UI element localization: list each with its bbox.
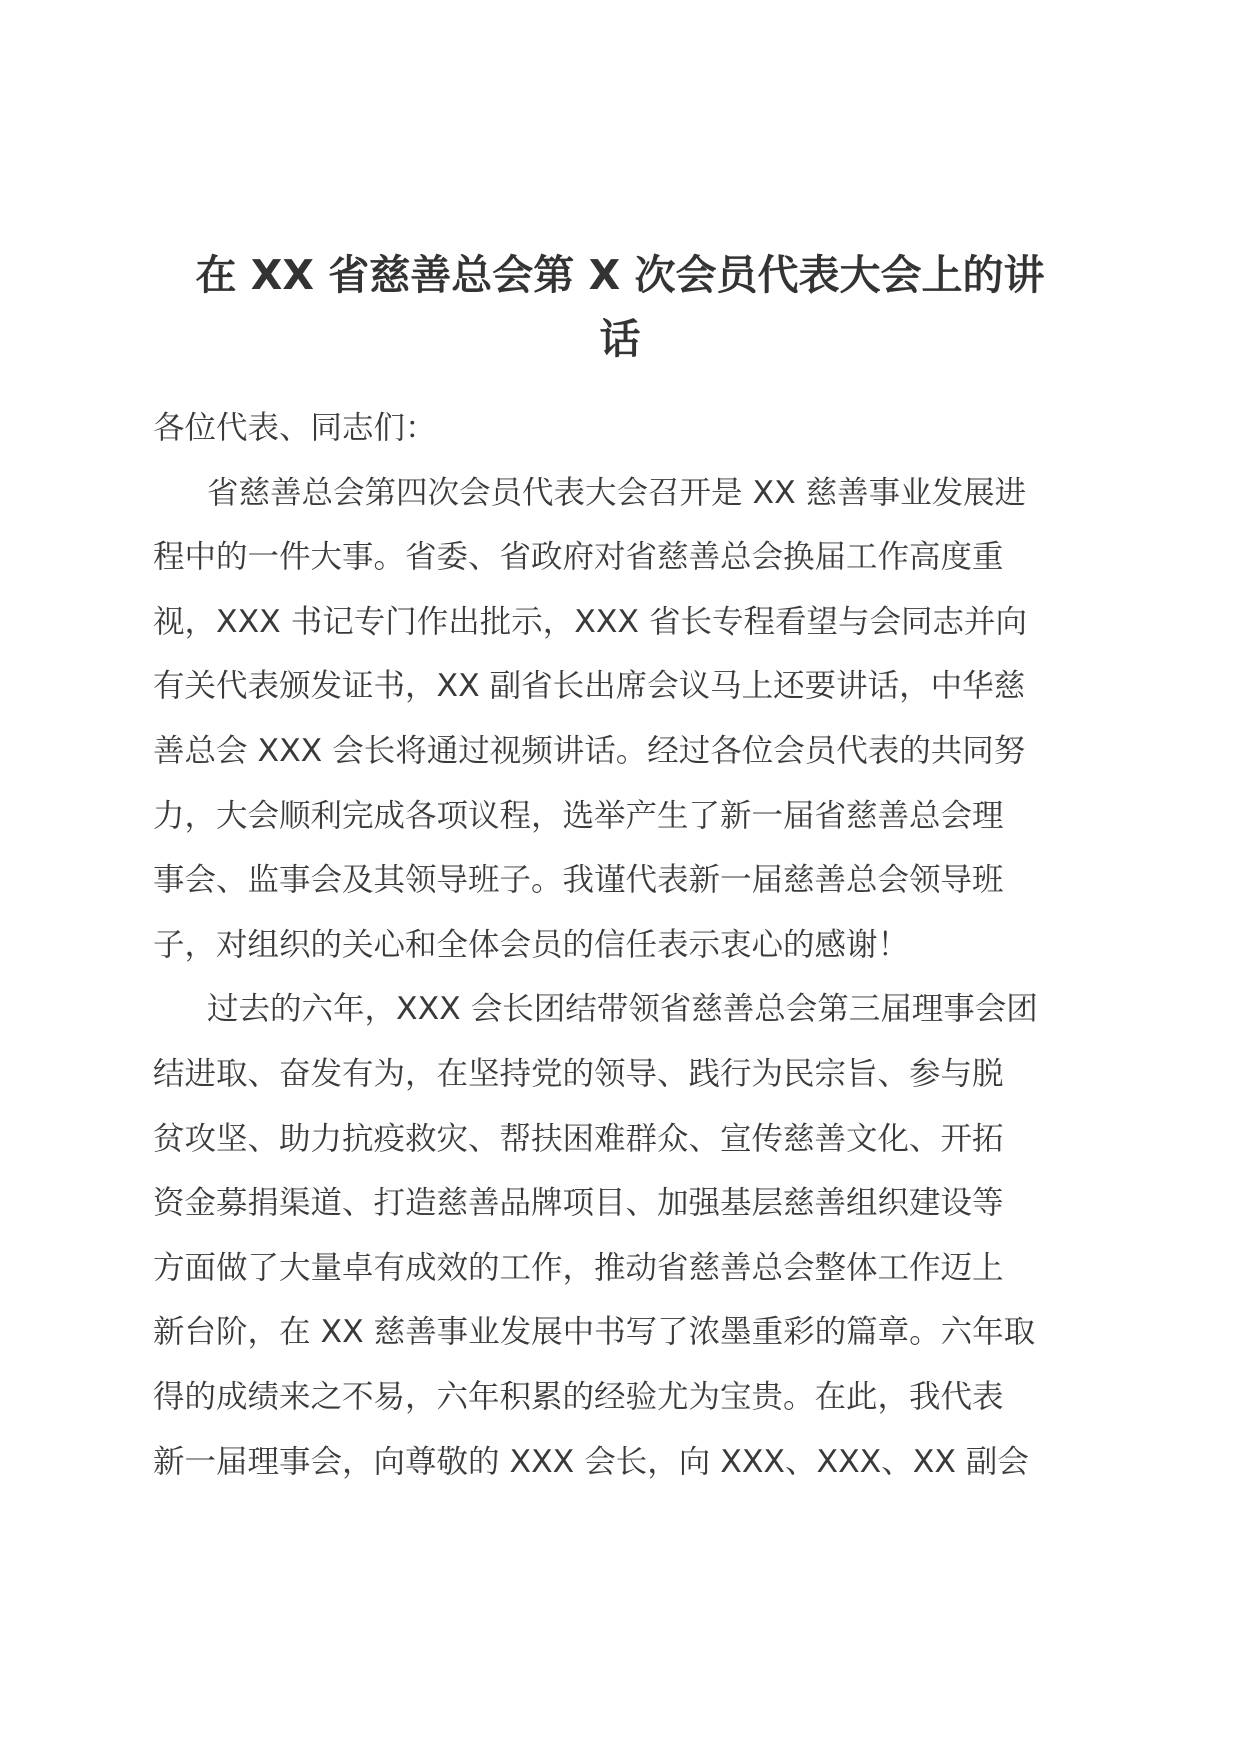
paragraph-line: 得的成绩来之不易，六年积累的经验尤为宝贵。在此，我代表: [153, 1378, 1004, 1415]
paragraph-line: 方面做了大量卓有成效的工作，推动省慈善总会整体工作迈上: [153, 1249, 1004, 1286]
paragraph-line: 新一届理事会，向尊敬的 XXX 会长，向 XXX、XXX、XX 副会: [153, 1443, 1029, 1480]
paragraph-line: 视，XXX 书记专门作出批示，XXX 省长专程看望与会同志并向: [153, 603, 1028, 640]
paragraph-line: 贫攻坚、助力抗疫救灾、帮扶困难群众、宣传慈善文化、开拓: [153, 1120, 1004, 1157]
paragraph-line: 程中的一件大事。省委、省政府对省慈善总会换届工作高度重: [153, 539, 1004, 576]
paragraph-line: 结进取、奋发有为，在坚持党的领导、践行为民宗旨、参与脱: [153, 1055, 1004, 1092]
document-title: [150, 243, 1090, 371]
paragraph-line: 有关代表颁发证书，XX 副省长出席会议马上还要讲话，中华慈: [153, 668, 1026, 705]
paragraph-line: 子，对组织的关心和全体会员的信任表示衷心的感谢！: [153, 926, 910, 963]
salutation: 各位代表、同志们：: [153, 410, 437, 446]
paragraph-line: 力，大会顺利完成各项议程，选举产生了新一届省慈善总会理: [153, 797, 1004, 834]
paragraph-line: 善总会 XXX 会长将通过视频讲话。经过各位会员代表的共同努: [153, 732, 1026, 769]
title-line: 在 XX 省慈善总会第 X 次会员代表大会上的讲: [195, 251, 1045, 299]
document-body: [153, 396, 1093, 1494]
paragraph-line: 省慈善总会第四次会员代表大会召开是 XX 慈善事业发展进: [207, 474, 1027, 511]
paragraph-line: 过去的六年，XXX 会长团结带领省慈善总会第三届理事会团: [207, 991, 1038, 1028]
paragraph-line: 资金募捐渠道、打造慈善品牌项目、加强基层慈善组织建设等: [153, 1185, 1004, 1222]
paragraph-line: 事会、监事会及其领导班子。我谨代表新一届慈善总会领导班: [153, 862, 1004, 899]
paragraph-line: 新台阶，在 XX 慈善事业发展中书写了浓墨重彩的篇章。六年取: [153, 1314, 1036, 1351]
title-line: 话: [599, 315, 641, 363]
